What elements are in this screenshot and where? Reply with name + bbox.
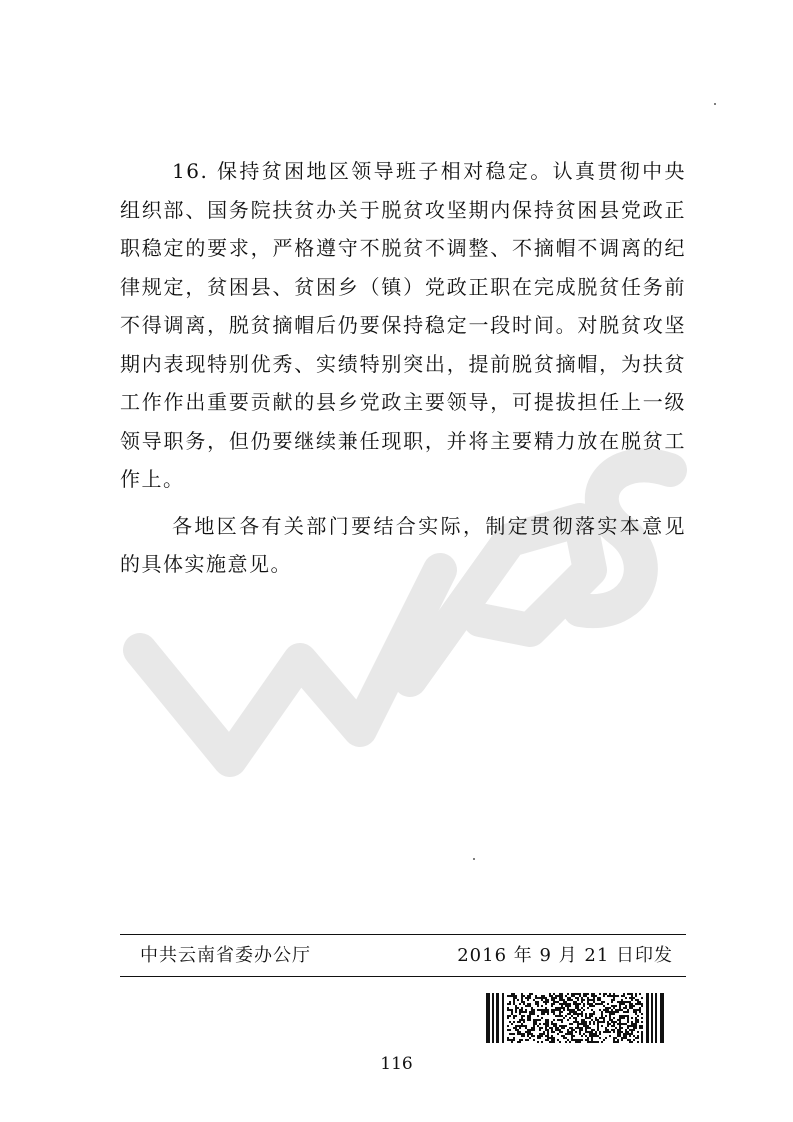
issue-date: 2016 年 9 月 21 日印发 [457,945,673,966]
page-number: 116 [380,1054,413,1074]
issuer: 中共云南省委办公厅 [140,945,311,966]
scan-speck [714,103,716,105]
footer-bottom-rule [120,976,686,977]
paragraph-2: 各地区各有关部门要结合实际，制定贯彻落实本意见的具体实施意见。 [120,513,686,576]
watermark-text: WPS [110,415,149,434]
body-text [120,152,686,592]
barcode-icon [486,993,664,1043]
footer-top-rule [120,934,686,935]
scan-speck [473,858,475,860]
paragraph-1: 16. 保持贫困地区领导班子相对稳定。认真贯彻中央组织部、国务院扶贫办关于脱贫攻坚期内保持贫困县党政正职稳定的要求，严格遵守不脱贫不调整、不摘帽不调离的纪律规定，贫困县、贫困乡（镇）党政正职在完成脱贫任务前不得调离，脱贫摘帽后仍要保持稳定一段时间。对脱贫攻坚期内表现特别优秀、实绩特别突出，提前脱贫摘帽，为扶贫工作作出重要贡献的县乡党政主要领导，可提拔担任上一级领导职务，但仍要继续兼任现职，并将主要精力放在脱贫工作上。 [120,159,686,491]
